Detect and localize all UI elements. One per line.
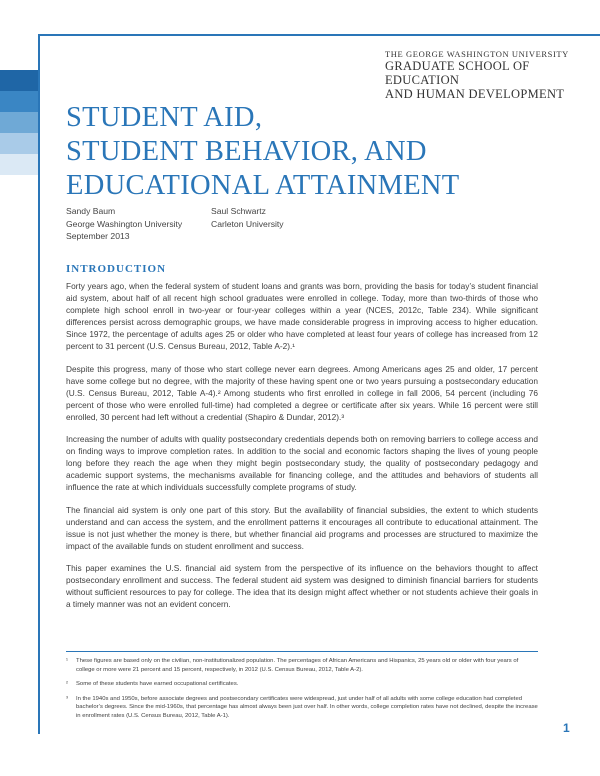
paragraph: Increasing the number of adults with quality postsecondary credentials depends both on removing barriers to college access and on finding ways to improve completion rates. In addition to the social and economic factors shaping the lives of young people long before they reach the age when they might begin postsecondary study, the quality of postsecondary pedagogy and academic support systems, the mechanisms available for financing college, and the attitudes and behaviors of students all influence the rate at which individuals successfully complete programs of study. [66,434,538,493]
section-heading: INTRODUCTION [66,263,167,275]
paper-title [66,101,460,203]
paragraph: Forty years ago, when the federal system of student loans and grants was born, providing the basis for today’s student financial aid system, about half of all recent high school graduates were enrolled in college. Today, more than two-thirds of those who complete high school enroll in two-year or four-year colleges within a year (NCES, 2012c, Table 234). While significant differences persist across demographic groups, we have made considerable progress in improving access to higher education. Since 1972, the percentage of adults ages 25 or older who have completed at least four years of college has increased from 12 percent to 31 percent (U.S. Census Bureau, 2012, Table A-2).¹ [66,281,538,352]
author-name: Sandy Baum [66,206,116,216]
footnote-text: Some of these students have earned occupational certificates. [76,681,239,688]
footnote-text: In the 1940s and 1950s, before associate degrees and postsecondary certificates were widespread, just under half of all adults with some college education had completed bachelor’s degrees. Since the mid-1960s, that percentage has almost always been just over half. In other words, college completion rates have not declined, despite the increase in enrollment rates (U.S. Census Bureau, 2012, Table A-1). [76,695,538,719]
footnote-number: ² [66,681,68,688]
school-name-line1: GRADUATE SCHOOL OF EDUCATION [385,59,530,87]
footnote [66,680,538,689]
title-line-1: STUDENT AID, [66,102,263,133]
sidebar-band-3 [0,112,38,133]
sidebar-band-4 [0,133,38,154]
page-number: 1 [563,721,570,735]
school-name-line2: AND HUMAN DEVELOPMENT [385,87,565,101]
footnote-number: ³ [66,695,68,702]
title-line-3: EDUCATIONAL ATTAINMENT [66,170,460,201]
footnote [66,695,538,721]
sidebar-band-2 [0,91,38,112]
author-name: Saul Schwartz [211,206,266,216]
sidebar-band-1 [0,70,38,91]
publication-date: September 2013 [66,231,130,241]
left-frame-rule [38,34,40,734]
university-name: THE GEORGE WASHINGTON UNIVERSITY [385,49,569,59]
title-line-2: STUDENT BEHAVIOR, AND [66,136,427,167]
footnote [66,657,538,674]
footnote-text: These figures are based only on the civilian, non-institutionalized population. The percentages of African Americans and Hispanics, 25 years old or older with four years of college or more were 21 percent and 15 percent, respectively, in 2012 (U.S. Census Bureau, 2012, Table A-2). [76,658,519,673]
sidebar-band-5 [0,154,38,175]
author-2 [211,205,284,230]
university-logo [385,49,585,101]
paragraph: This paper examines the U.S. financial aid system from the perspective of its influence on the behaviors thought to affect postsecondary enrollment and success. The federal student aid system was designed to diminish financial barriers for students without sufficient resources to pay for college. The idea that its design might affect whether or not students achieve their goals in a timely manner was not an evident concern. [66,562,538,610]
top-frame-rule [38,34,600,36]
footnotes [66,657,538,727]
color-sidebar [0,70,38,175]
author-affiliation: George Washington University [66,218,183,229]
body-text [66,280,538,620]
author-1 [66,205,182,243]
paragraph: The financial aid system is only one part of this story. But the availability of financial subsidies, the extent to which students understand and can access the system, and the enrollment patterns it encourages all contribute to educational attainment. The issue is not just whether the money is there, but whether financial aid programs and processes are structured to maximize the impact of the available funds on student enrollment and success. [66,504,538,551]
footnote-number: ¹ [66,658,68,664]
footnote-divider [66,651,538,652]
author-affiliation: Carleton University [211,218,284,229]
paragraph: Despite this progress, many of those who start college never earn degrees. Among Americans ages 25 and older, 17 percent have some college but no degree, with the majority of these having spent one or two years pursuing a postsecondary education (U.S. Census Bureau, 2012, Table A-4).² Among students who first enrolled in college in fall 2006, 54 percent (including 76 percent of those who were enrolled full-time) had completed a degree or certificate after six years. While 16 percent were still enrolled, 30 percent had left without a credential (Shapiro & Dundar, 2012).³ [66,363,538,422]
